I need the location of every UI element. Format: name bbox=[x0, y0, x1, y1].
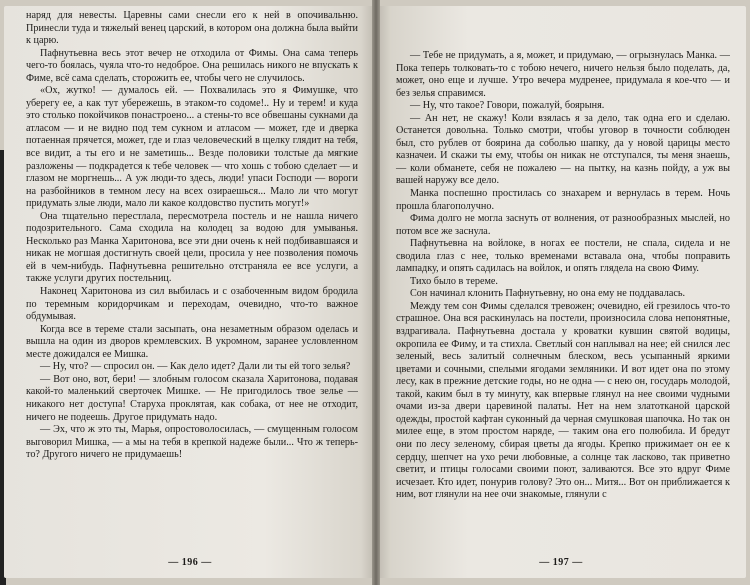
paragraph: Когда все в тереме стали засыпать, она незаметным образом оделась и вышла на один из дворов кремлевских. В укромном, заранее условленном месте дожидался ее Мишка. bbox=[26, 323, 358, 360]
paragraph: наряд для невесты. Царевны сами снесли его к ней в опочивальню. Принесли туда и тяжелый венец царский, в котором она должна была выйти к царю. bbox=[26, 10, 358, 47]
right-page-text bbox=[396, 50, 730, 502]
paragraph: Пафнутьевна весь этот вечер не отходила от Фимы. Она сама теперь чего-то боялась, чуяла что-то недоброе. Она решилась никого не впускать к Фиме, всё сама сделать, сторожить ее, чтобы чего не случилось. bbox=[26, 47, 358, 84]
paragraph: Тихо было в тереме. bbox=[410, 275, 498, 287]
paragraph: Между тем сон Фимы сделался тревожен; очевидно, ей грезилось что-то страшное. Она вся раскинулась на постели, произносила слова непонятные, вздрагивала. Пафнутьевна достала у кроватки кувшин святой водицы, окропила ее Фиму, и та стихла. Светлый сон наплывал на нее; ей снился лес зеленый, весь залитый солнечным блеском, весь усыпанный яркими цветами и сочными, спелыми ягодами земляники. И вот идет она по этому лесу, как в прежние детские годы, но не одна — с нею он, государь молодой, такой, каким был в ту минуту, как впервые глянул на нее своими чудными очами из-за двери царевиной палаты. Нет на нем златотканой царской одежды, простой кафтан суконный да черная смушковая шапочка. Но так он милее еще, в этом простом наряде, — таким она его полюбила. И бредут они по лесу зеленому, сбирая цветы да ягоды. Крепко прижимает он ее к сердцу, шепчет на ухо речи любовные, а солнце так ласково, так приветно светит, и птицы голосами своими поют, заливаются. Все это вдруг Фиме исчезает. Кто идет, понурив голову? Это он... Митя... Вот он приближается к ним, вот глянули на нее очи знакомые, глянули с bbox=[396, 300, 730, 501]
left-page bbox=[4, 6, 376, 578]
paragraph: Она тщательно перестлала, пересмотрела постель и не нашла ничего подозрительного. Сама сходила на колодец за водою для умыванья. Несколько раз Манка Харитонова, все эти дни очень к ней подбивавшаяся и никак не могшая достигнуть своей цели, просила у нее позволения помочь ей в чем-нибудь. Пафнутьевна решительно отстраняла ее все услуги, а также услуги других постельниц. bbox=[26, 210, 358, 285]
paragraph: Пафнутьевна на войлоке, в ногах ее постели, не спала, сидела и не сводила глаз с нее, только временами вставала она, чтобы поправить лампадку, и опять садилась на войлок, и опять глядела на свою Фиму. bbox=[396, 238, 730, 275]
page-number: — 196 — bbox=[168, 557, 212, 568]
paragraph: — Ну, что такое? Говори, пожалуй, боярыня. bbox=[410, 100, 605, 112]
book-spine bbox=[372, 0, 380, 585]
paragraph: — Ну, что? — спросил он. — Как дело идет? Дали ли ты ей того зелья? bbox=[40, 361, 351, 373]
paragraph: — Вот оно, вот, бери! — злобным голосом сказала Харитонова, подавая какой-то маленький сверточек Мишке. — Не пригодилось твое зелье — никакого нет доступа! Старуха проклятая, как собака, от нее не отходит, ничего не подеешь. Другое придумать надо. bbox=[26, 373, 358, 423]
page-number: — 197 — bbox=[539, 557, 583, 568]
paragraph: — Тебе не придумать, а я, может, и придумаю, — огрызнулась Манка. — Пока теперь толковать-то с тобою нечего, ничего нельзя было поделать, да, может, оно еще и лучше. Утро вечера мудренее, придумала я кое-что — и без зелья справимся. bbox=[396, 50, 730, 99]
paragraph: «Ох, жутко! — думалось ей. — Похвалилась это я Фимушке, что уберегу ее, а как тут убережешь, в этаком-то содоме!.. Ну и терем! и куда это столько покойчиков понастроено... а стены-то все обвешаны сукнами да атласом — и не видно под тем сукном и атласом — может, где и дверка потаенная прячется, может, где и глаз человеческий в щелку глядит на тебя, все видит, а ты его и не заметишь... Везде половики толстые да мягкие разложены — подкрадется к тебе человек — что хошь с тобою сделает — и глазом не моргнешь... А уж люди-то здесь, люди! упаси Господи — вороги на разбойников в темном лесу на всех озираешься... Мало ли что могут придумать злые люди, мало ли какое колдовство пустить могут!» bbox=[26, 85, 358, 210]
paragraph: Манка поспешно простилась со знахарем и вернулась в терем. Ночь прошла благополучно. bbox=[396, 188, 730, 212]
paragraph: Фима долго не могла заснуть от волнения, от разнообразных мыслей, но потом все же заснула. bbox=[396, 213, 730, 237]
left-page-text bbox=[26, 10, 358, 462]
right-page bbox=[376, 6, 746, 578]
paragraph: — Ан нет, не скажу! Коли взялась я за дело, так одна его и сделаю. Останется довольна. Только смотри, чтобы уговор в точности соблюден был, сто рублев от боярина да соболью шапку, да у новой царицы место казначеи. И скажи ты ему, чтобы он никак не отступался, ты меня знаешь, — коли обманете, себя не пожалею — на пытку, на казнь пойду, а уж вы вашей наружу все дело. bbox=[396, 112, 730, 187]
paragraph: Сон начинал клонить Пафнутьевну, но она ему не поддавалась. bbox=[410, 288, 686, 300]
paragraph: Наконец Харитонова из сил выбилась и с озабоченным видом бродила по теремным коридорчикам и переходам, очевидно, что-то важное обдумывая. bbox=[26, 286, 358, 323]
paragraph: — Эх, что ж это ты, Марья, опростоволосилась, — смущенным голосом выговорил Мишка, — а мы на тебя в крепкой надеже были... Что ж теперь-то? Другого ничего не придумаешь! bbox=[26, 424, 358, 461]
